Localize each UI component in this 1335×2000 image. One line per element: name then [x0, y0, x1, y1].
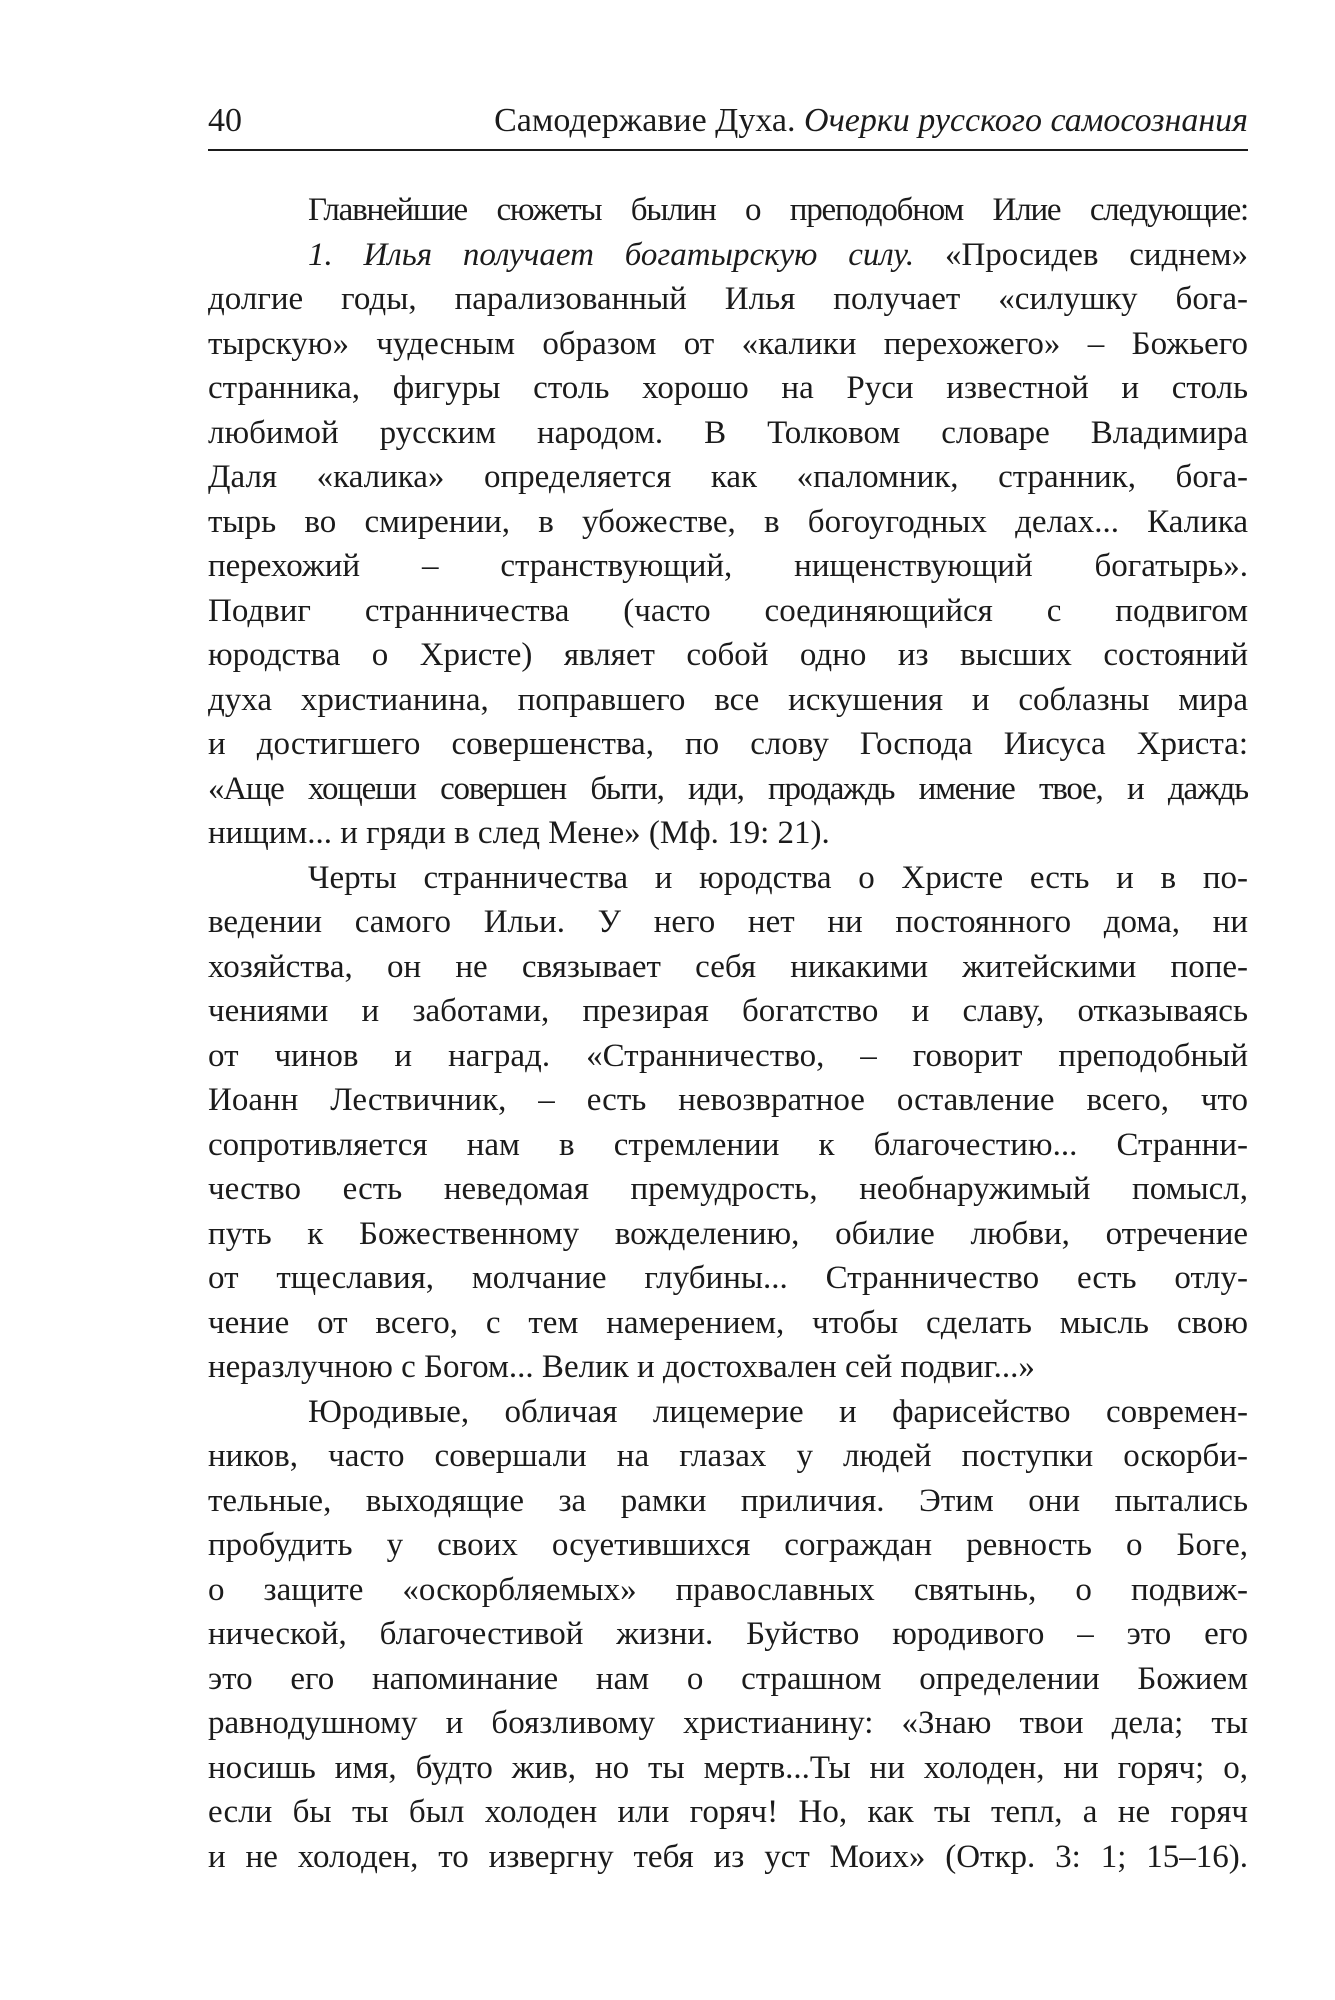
text-line: долгие годы, парализованный Илья получает «силушку бога-	[208, 281, 1248, 317]
text-line: если бы ты был холоден или горяч! Но, как ты тепл, а не горяч	[208, 1794, 1248, 1830]
text-line-fragment: «Просидев сиднем»	[944, 236, 1248, 273]
text-line: ников, часто совершали на глазах у людей поступки оскорби-	[208, 1438, 1248, 1474]
text-line: любимой русским народом. В Толковом словаре Владимира	[208, 414, 1248, 451]
text-line: Даля «калика» определяется как «паломник, странник, бога-	[208, 459, 1248, 495]
text-line: нической, благочестивой жизни. Буйство юродивого – это его	[208, 1616, 1248, 1652]
text-line: пробудить у своих осуетившихся сограждан ревность о Боге,	[208, 1527, 1248, 1563]
running-title-regular: Самодержавие Духа.	[494, 102, 796, 139]
text-line: и не холоден, то извергну тебя из уст Моих» (Откр. 3: 1; 15–16).	[208, 1838, 1248, 1875]
text-line: чество есть неведомая премудрость, необнаружимый помысл,	[208, 1171, 1248, 1207]
text-line: ведении самого Ильи. У него нет ни постоянного дома, ни	[208, 904, 1248, 940]
text-line: Юродивые, обличая лицемерие и фарисейство современ-	[308, 1393, 1248, 1430]
text-line: юродства о Христе) являет собой одно из высших состояний	[208, 637, 1248, 673]
text-line: это его напоминание нам о страшном определении Божием	[208, 1660, 1248, 1697]
text-line: Иоанн Лествичник, – есть невозвратное оставление всего, что	[208, 1082, 1248, 1118]
running-head	[208, 96, 1248, 146]
text-line: носишь имя, будто жив, но ты мертв...Ты ни холоден, ни горяч; о,	[208, 1749, 1248, 1786]
running-title-italic: Очерки русского самосознания	[804, 102, 1248, 139]
text-line: странника, фигуры столь хорошо на Руси известной и столь	[208, 370, 1248, 406]
header-rule	[208, 149, 1248, 151]
text-line: и достигшего совершенства, по слову Господа Иисуса Христа:	[208, 726, 1248, 762]
text-line: от тщеславия, молчание глубины... Странничество есть отлу-	[208, 1260, 1248, 1296]
body-text	[208, 188, 1248, 1879]
text-line: тельные, выходящие за рамки приличия. Этим они пытались	[208, 1482, 1248, 1519]
text-line: духа христианина, поправшего все искушения и соблазны мира	[208, 681, 1248, 718]
item-one-heading: 1. Илья получает богатырскую силу.	[308, 236, 915, 273]
text-line: неразлучною с Богом... Велик и достохвален сей подвиг...»	[208, 1349, 1035, 1385]
text-line: хозяйства, он не связывает себя никакими житейскими попе-	[208, 948, 1248, 985]
text-line: сопротивляется нам в стремлении к благочестию... Странни-	[208, 1126, 1248, 1163]
page-number: 40	[208, 102, 242, 139]
text-line: тырь во смирении, в убожестве, в богоугодных делах... Калика	[208, 503, 1248, 540]
text-line-item-one	[208, 233, 1248, 278]
text-line: тырскую» чудесным образом от «калики перехожего» – Божьего	[208, 325, 1248, 362]
text-line: чение от всего, с тем намерением, чтобы сделать мысль свою	[208, 1304, 1248, 1341]
text-line: от чинов и наград. «Странничество, – говорит преподобный	[208, 1037, 1248, 1074]
text-line: перехожий – странствующий, нищенствующий богатырь».	[208, 548, 1248, 584]
text-line: о защите «оскорбляемых» православных святынь, о подвиж-	[208, 1571, 1248, 1608]
text-line: Подвиг странничества (часто соединяющийся с подвигом	[208, 592, 1248, 629]
text-line: чениями и заботами, презирая богатство и славу, отказываясь	[208, 993, 1248, 1029]
text-line: Главнейшие сюжеты былин о преподобном Илие следующие:	[308, 192, 1248, 228]
text-line: «Аще хощеши совершен быти, иди, продаждь имение твое, и даждь	[208, 770, 1248, 807]
text-line: равнодушному и боязливому христианину: «Знаю твои дела; ты	[208, 1705, 1248, 1741]
text-line: Черты странничества и юродства о Христе есть и в по-	[308, 859, 1248, 896]
text-line: путь к Божественному вожделению, обилие любви, отречение	[208, 1215, 1248, 1252]
running-title	[494, 96, 1248, 146]
text-line: нищим... и гряди в след Мене» (Мф. 19: 21).	[208, 815, 830, 851]
